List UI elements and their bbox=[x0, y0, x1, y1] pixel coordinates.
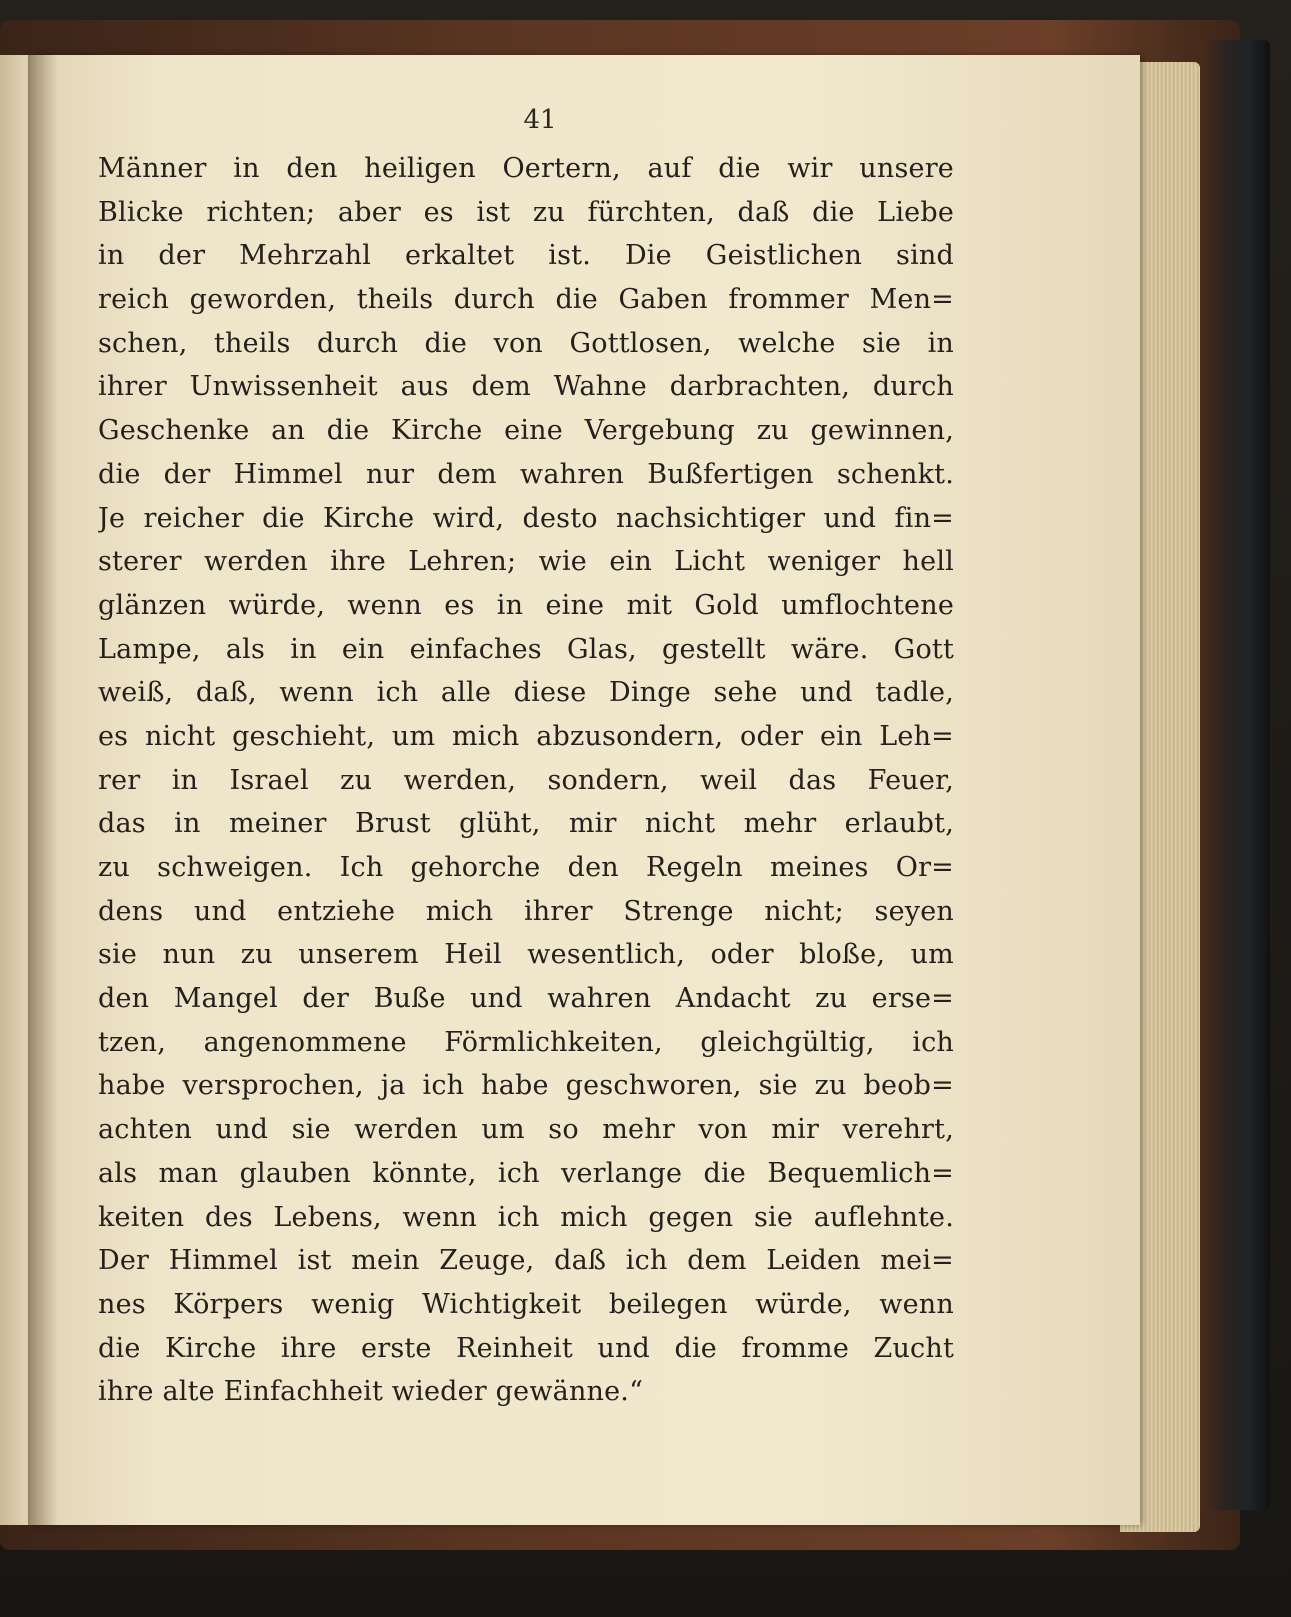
text-line: zu schweigen. Ich gehorche den Regeln meines Or= bbox=[98, 852, 954, 883]
text-line: reich geworden, theils durch die Gaben frommer Men= bbox=[98, 284, 954, 316]
text-line: habe versprochen, ja ich habe geschworen, sie zu beob= bbox=[98, 1070, 954, 1102]
text-line: es nicht geschieht, um mich abzusondern, oder ein Leh= bbox=[98, 720, 954, 752]
text-line: in der Mehrzahl erkaltet ist. Die Geistlichen sind bbox=[98, 240, 954, 272]
page-number: 41 bbox=[523, 105, 557, 135]
text-line: Blicke richten; aber es ist zu fürchten, daß die Liebe bbox=[98, 196, 954, 228]
text-line: rer in Israel zu werden, sondern, weil das Feuer, bbox=[98, 764, 954, 796]
text-line: Männer in den heiligen Oertern, auf die wir unsere bbox=[98, 153, 954, 184]
text-line: schen, theils durch die von Gottlosen, welche sie in bbox=[98, 327, 954, 359]
text-line: das in meiner Brust glüht, mir nicht mehr erlaubt, bbox=[98, 808, 954, 840]
text-line: die der Himmel nur dem wahren Bußfertigen schenkt. bbox=[98, 458, 954, 490]
spine-shadow bbox=[28, 55, 58, 1525]
cover-edge bbox=[1200, 40, 1270, 1510]
text-line: nes Körpers wenig Wichtigkeit beilegen würde, wenn bbox=[98, 1288, 954, 1320]
text-line: glänzen würde, wenn es in eine mit Gold umflochtene bbox=[98, 589, 954, 621]
text-line: als man glauben könnte, ich verlange die Bequemlich= bbox=[98, 1157, 954, 1189]
page-text bbox=[98, 147, 954, 1414]
book-page bbox=[30, 55, 1140, 1525]
text-line: Lampe, als in ein einfaches Glas, gestellt wäre. Gott bbox=[98, 633, 954, 665]
text-line: sterer werden ihre Lehren; wie ein Licht weniger hell bbox=[98, 546, 954, 578]
text-line: Geschenke an die Kirche eine Vergebung zu gewinnen, bbox=[98, 415, 954, 447]
text-line: tzen, angenommene Förmlichkeiten, gleichgültig, ich bbox=[98, 1026, 954, 1058]
text-line: achten und sie werden um so mehr von mir verehrt, bbox=[98, 1114, 954, 1146]
text-line: weiß, daß, wenn ich alle diese Dinge sehe und tadle, bbox=[98, 677, 954, 709]
text-line: ihrer Unwissenheit aus dem Wahne darbrachten, durch bbox=[98, 371, 954, 403]
text-line: keiten des Lebens, wenn ich mich gegen sie auflehnte. bbox=[98, 1201, 954, 1233]
text-line: Je reicher die Kirche wird, desto nachsichtiger und fin= bbox=[98, 502, 954, 534]
text-line: sie nun zu unserem Heil wesentlich, oder bloße, um bbox=[98, 939, 954, 971]
text-line: dens und entziehe mich ihrer Strenge nicht; seyen bbox=[98, 895, 954, 927]
text-line: den Mangel der Buße und wahren Andacht zu erse= bbox=[98, 983, 954, 1015]
text-line: die Kirche ihre erste Reinheit und die fromme Zucht bbox=[98, 1332, 954, 1364]
text-line: Der Himmel ist mein Zeuge, daß ich dem Leiden mei= bbox=[98, 1245, 954, 1277]
text-line: ihre alte Einfachheit wieder gewänne.“ bbox=[98, 1376, 644, 1408]
